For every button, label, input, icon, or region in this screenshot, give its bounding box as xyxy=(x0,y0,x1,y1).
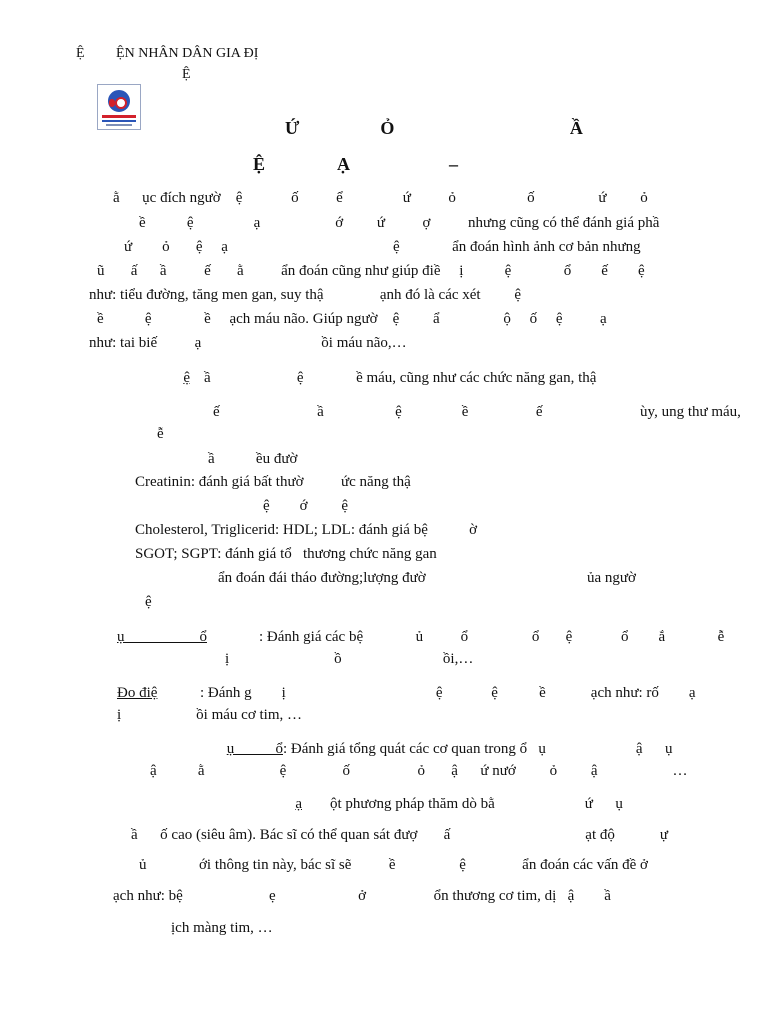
ecg-line: : Đánh g ị ệ ệ ề ạch như: rố ạ xyxy=(200,685,696,701)
blood-test-item: Creatinin: đánh giá bất thườ ức năng thậ xyxy=(135,474,411,490)
echo-line: ủ ới thông tin này, bác sĩ sẽ ề ệ ẩn đoán các vấn đề ở xyxy=(139,857,648,873)
hospital-name: Ệ ỆN NHÂN DÂN GIA ĐỊ xyxy=(76,46,259,61)
urine-test-heading: ụ ổ xyxy=(117,629,207,645)
echo-line: ầ ố cao (siêu âm). Bác sĩ có thể quan sát đượ ấ ạt độ ự xyxy=(131,827,669,843)
blood-test-line: ễ xyxy=(157,426,164,442)
blood-test-item: SGOT; SGPT: đánh giá tổ thương chức năng gan xyxy=(135,546,437,562)
echo-line: ạch như: bệ ẹ ở ổn thương cơ tim, dị ậ ầ xyxy=(113,888,611,904)
document-title: Ứ Ỏ Ầ xyxy=(285,118,583,138)
blood-test-item: ệ xyxy=(145,594,152,610)
intro-line: như: tiểu đường, tăng men gan, suy thậ ạnh đó là các xét ệ xyxy=(89,287,522,303)
echo-heading: ạ xyxy=(295,796,302,812)
abdomen-line: : Đánh giá tổng quát các cơ quan trong ổ ụ ậ ụ xyxy=(283,741,673,757)
intro-line: ũ ấ ầ ế ằ ẩn đoán cũng như giúp điề ị ệ ổ ế ệ xyxy=(97,263,645,279)
intro-line: ề ệ ề ạch máu não. Giúp ngườ ệ ẩ ộ ố ệ ạ xyxy=(97,311,607,327)
intro-line: ằ ục đích ngườ ệ ố ể ứ ỏ ố ứ ỏ xyxy=(113,190,648,206)
blood-test-item: Cholesterol, Triglicerid: HDL; LDL: đánh giá bệ ờ xyxy=(135,522,478,538)
intro-line: như: tai biế ạ ồi máu não,… xyxy=(89,335,407,351)
urine-test-line: : Đánh giá các bệ ủ ổ ổ ệ ổ ắ ễ xyxy=(259,629,725,645)
blood-test-item: ầ ều đườ xyxy=(208,451,298,467)
echo-line: ịch màng tim, … xyxy=(171,920,273,936)
blood-test-line: ầ ệ ề máu, cũng như các chức năng gan, thậ xyxy=(204,370,597,386)
logo-emblem-icon xyxy=(108,90,130,112)
intro-line: ề ệ ạ ớ ứ ợ nhưng cũng có thể đánh giá phầ xyxy=(139,215,660,231)
abdomen-heading: ụ ổ xyxy=(226,741,283,757)
blood-test-item: ẩn đoán đái tháo đường;lượng đườ ủa ngườ xyxy=(218,570,636,586)
echo-line: ột phương pháp thăm dò bằ ứ ụ xyxy=(330,796,623,812)
ecg-heading: Đo điệ xyxy=(117,685,158,701)
document-subtitle: Ệ Ạ – xyxy=(253,154,459,174)
intro-line: ứ ỏ ệ ạ ệ ẩn đoán hình ảnh cơ bản nhưng xyxy=(124,239,641,255)
ecg-line: ị ồi máu cơ tim, … xyxy=(117,707,303,723)
blood-test-line: ế ầ ệ ề ế ùy, ung thư máu, xyxy=(213,404,741,420)
blood-test-item: ệ ớ ệ xyxy=(263,498,348,514)
hospital-name-line2: Ệ xyxy=(182,67,191,82)
hospital-logo xyxy=(97,84,141,130)
abdomen-line: ậ ằ ệ ố ỏ ậ ứ nướ ỏ ậ … xyxy=(150,763,688,779)
blood-test-heading: ệ xyxy=(183,370,190,386)
urine-test-line: ị ồ ồi,… xyxy=(225,651,474,667)
